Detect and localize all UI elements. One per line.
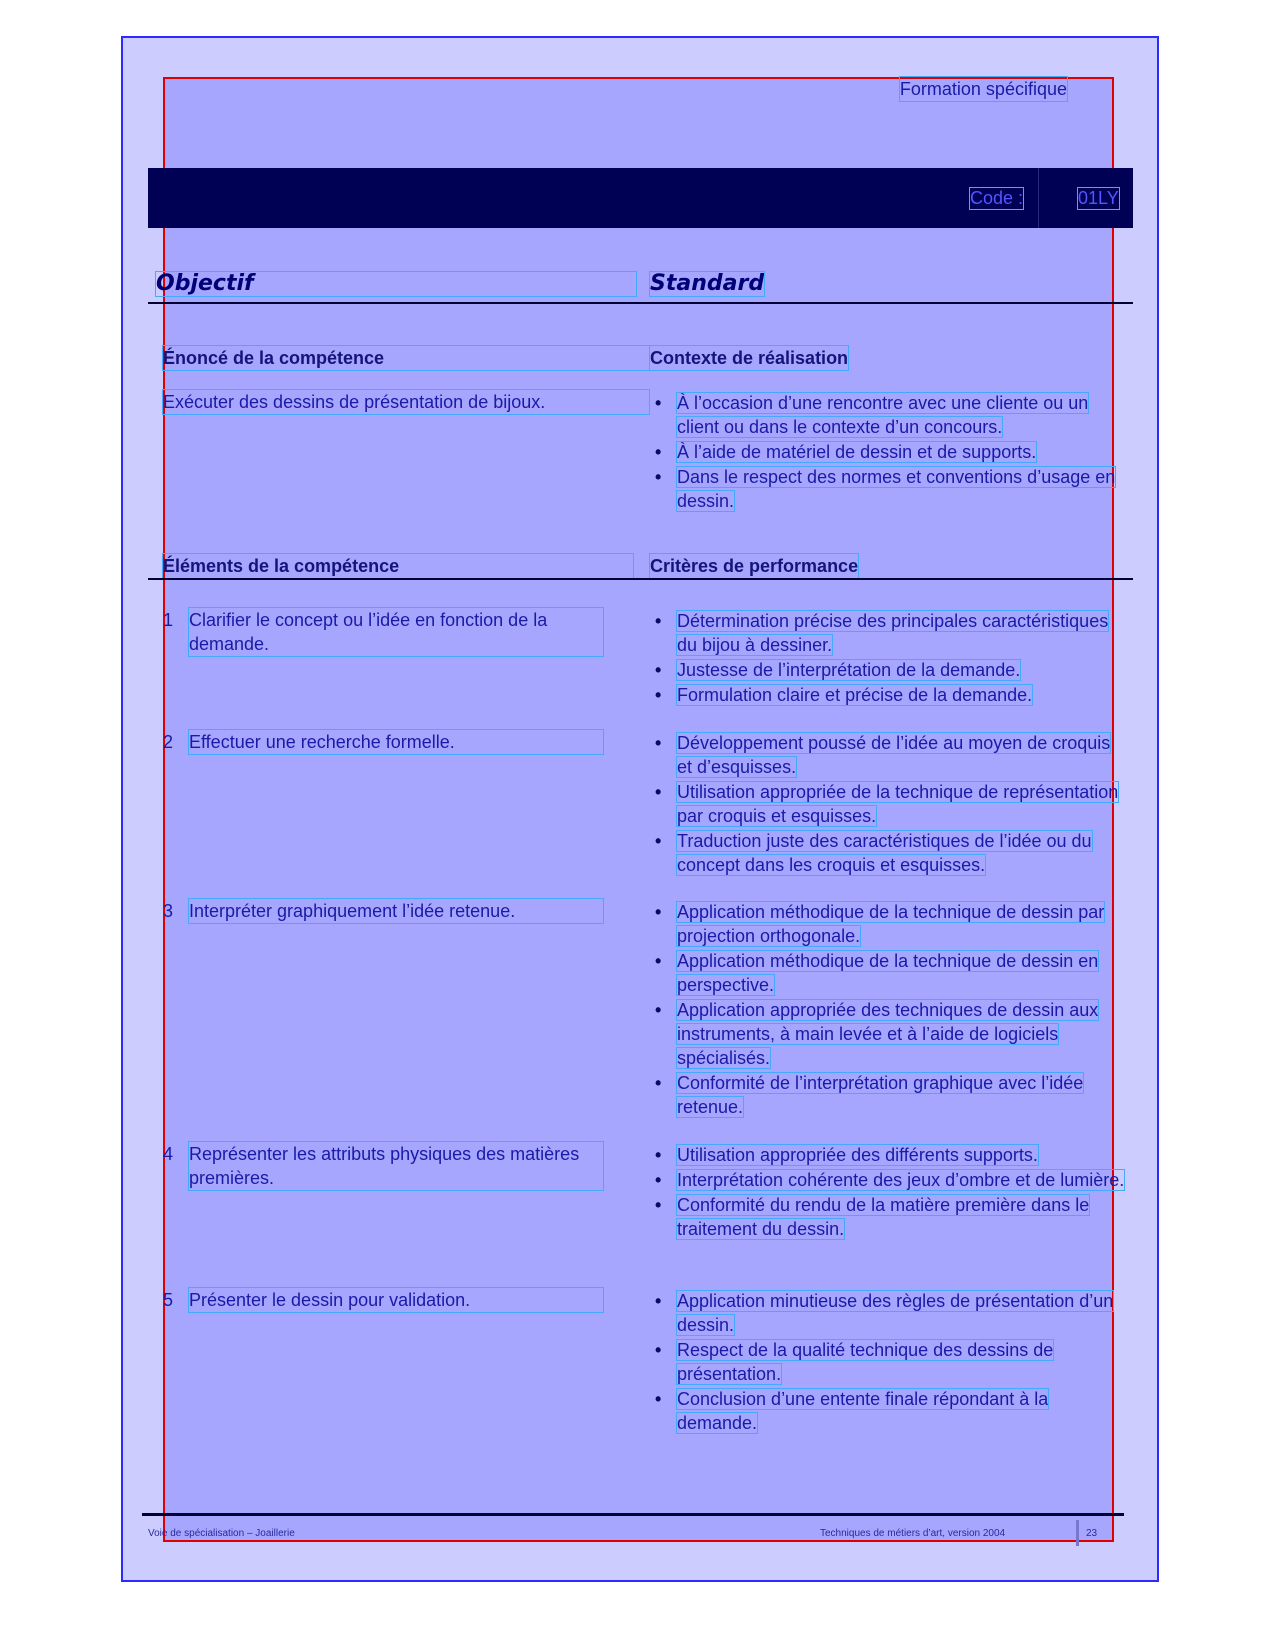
footer-page-separator [1076,1520,1079,1546]
code-label: Code : [970,188,1024,208]
enonce-label: Énoncé de la compétence [163,346,649,370]
criteria-item-text: Traduction juste des caractéristiques de l’idée ou du concept dans les croquis et esquisses. [677,831,1092,875]
criteria-label: Critères de performance [650,556,859,576]
criteria-item [655,683,1125,707]
code-banner [148,168,1133,228]
element-number: 1 [163,610,174,630]
criteria-list [655,731,1125,877]
criteria-list [655,1143,1125,1241]
criteria-list [655,900,1125,1119]
criteria-item [655,900,1125,948]
criteria-item [655,731,1125,779]
criteria-item-text: Respect de la qualité technique des dessins de présentation. [677,1340,1054,1384]
criteria-block [655,900,1125,1120]
contexte-item-text: À l’occasion d’une rencontre avec une cliente ou un client ou dans le contexte d’un concours. [677,393,1089,437]
criteria-item [655,1193,1125,1241]
criteria-item-text: Utilisation appropriée de la technique de représentation par croquis et esquisses. [677,782,1119,826]
column-title-standard: Standard [650,271,765,296]
element-number: 5 [163,1290,174,1310]
criteria-item [655,949,1125,997]
contexte-item-text: À l’aide de matériel de dessin et de supports. [677,442,1037,462]
elements-rule [148,578,1133,580]
criteria-item-text: Application méthodique de la technique de dessin en perspective. [677,951,1099,995]
criteria-item [655,998,1125,1070]
criteria-item-text: Développement poussé de l’idée au moyen de croquis et d’esquisses. [677,733,1111,777]
criteria-item-text: Conformité de l’interprétation graphique avec l’idée retenue. [677,1073,1084,1117]
criteria-item-text: Justesse de l’interprétation de la demande. [677,660,1021,680]
element-text: Clarifier le concept ou l’idée en fonction de la demande. [189,608,603,656]
criteria-block [655,609,1125,708]
criteria-item [655,658,1125,682]
criteria-item [655,1338,1125,1386]
element-number: 2 [163,732,174,752]
elements-label: Éléments de la compétence [163,554,633,578]
criteria-item [655,1071,1125,1119]
element-number: 4 [163,1144,174,1164]
criteria-item [655,829,1125,877]
element-item [163,1288,603,1312]
contexte-item [655,440,1125,464]
element-item [163,899,603,923]
criteria-item-text: Application minutieuse des règles de présentation d’un dessin. [677,1291,1114,1335]
element-text: Présenter le dessin pour validation. [189,1288,603,1312]
criteria-item-text: Application appropriée des techniques de dessin aux instruments, à main levée et à l’aide de logiciels spécialisés. [677,1000,1099,1068]
criteria-item-text: Formulation claire et précise de la demande. [677,685,1033,705]
criteria-item-text: Interprétation cohérente des jeux d’ombre et de lumière. [677,1170,1125,1190]
criteria-item [655,1289,1125,1337]
criteria-item [655,1168,1125,1192]
criteria-block [655,1289,1125,1436]
contexte-list [655,391,1125,513]
criteria-block [655,731,1125,878]
footer-page-number: 23 [1086,1528,1098,1539]
criteria-item [655,609,1125,657]
contexte-label: Contexte de réalisation [650,348,849,368]
element-text: Effectuer une recherche formelle. [189,730,603,754]
criteria-item-text: Conclusion d’une entente finale répondant à la demande. [677,1389,1049,1433]
criteria-item-text: Utilisation appropriée des différents supports. [677,1145,1038,1165]
element-item [163,1142,603,1190]
enonce-text: Exécuter des dessins de présentation de bijoux. [163,390,649,414]
contexte-item [655,391,1125,439]
column-title-objectif: Objectif [156,272,636,296]
header-top-right: Formation spécifique [899,79,1067,99]
element-number: 3 [163,901,174,921]
criteria-item [655,1387,1125,1435]
contexte-item-text: Dans le respect des normes et conventions d’usage en dessin. [677,467,1116,511]
criteria-item [655,780,1125,828]
contexte-list-wrap [655,391,1125,514]
footer-left: Voie de spécialisation – Joaillerie [148,1528,295,1539]
criteria-list [655,609,1125,707]
element-text: Interpréter graphiquement l’idée retenue. [189,899,603,923]
element-text: Représenter les attributs physiques des matières premières. [189,1142,603,1190]
contexte-item [655,465,1125,513]
code-value: 01LY [1078,188,1119,208]
criteria-block [655,1143,1125,1242]
footer-right: Techniques de métiers d’art, version 2004 [820,1528,1006,1539]
element-item [163,730,603,754]
criteria-item-text: Conformité du rendu de la matière première dans le traitement du dessin. [677,1195,1090,1239]
footer-rule [142,1513,1124,1516]
element-item [163,608,603,656]
criteria-item [655,1143,1125,1167]
criteria-item-text: Application méthodique de la technique de dessin par projection orthogonale. [677,902,1105,946]
header-rule [148,302,1133,304]
criteria-list [655,1289,1125,1435]
criteria-item-text: Détermination précise des principales caractéristiques du bijou à dessiner. [677,611,1109,655]
banner-divider [1038,168,1039,228]
